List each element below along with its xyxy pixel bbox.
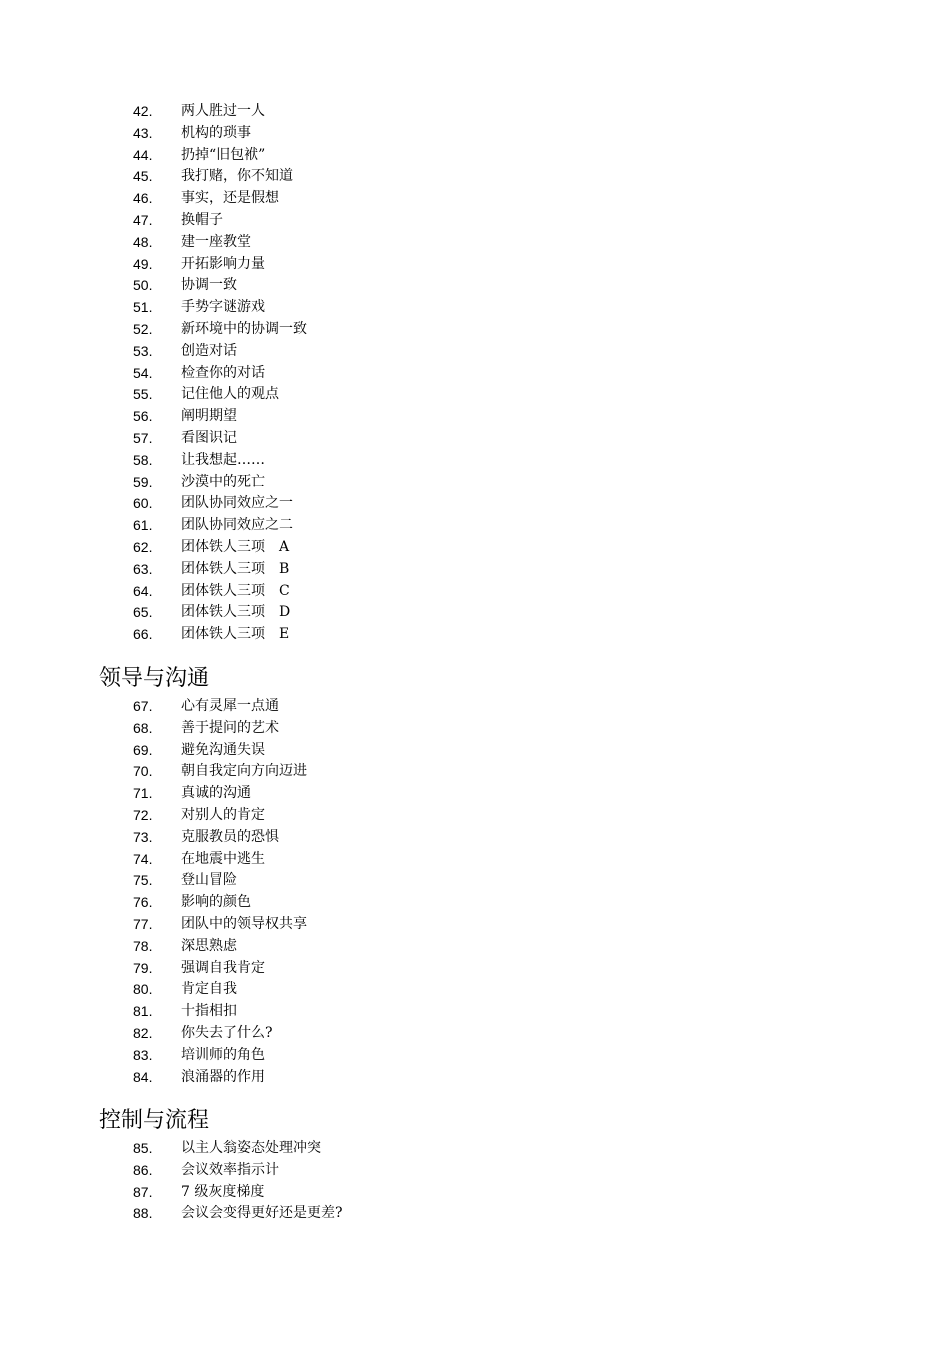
item-number: 56.	[133, 408, 153, 425]
list-item	[0, 958, 950, 980]
list-item	[0, 602, 950, 624]
list-item	[0, 166, 950, 188]
item-number: 48.	[133, 233, 153, 250]
list-item	[0, 581, 950, 603]
item-title: 记住他人的观点	[181, 386, 279, 403]
item-number: 63.	[133, 560, 153, 577]
list-item	[0, 1001, 950, 1023]
list-item	[0, 1203, 950, 1225]
list-item	[0, 384, 950, 406]
item-number: 75.	[133, 872, 153, 889]
item-title: 7 级灰度梯度	[181, 1183, 265, 1200]
list-item	[0, 123, 950, 145]
item-title: 团体铁人三项 E	[181, 626, 290, 643]
item-title: 团体铁人三项 B	[181, 560, 290, 577]
item-title: 协调一致	[181, 277, 237, 294]
item-number: 87.	[133, 1183, 153, 1200]
item-title: 强调自我肯定	[181, 959, 265, 976]
item-number: 47.	[133, 211, 153, 228]
item-title: 善于提问的艺术	[181, 719, 279, 736]
list-item	[0, 319, 950, 341]
item-title: 以主人翁姿态处理冲突	[181, 1140, 321, 1156]
list-item	[0, 537, 950, 559]
activity-list	[0, 101, 950, 646]
item-number: 68.	[133, 719, 153, 736]
list-item	[0, 188, 950, 210]
list-item	[0, 428, 950, 450]
item-number: 58.	[133, 451, 153, 468]
item-number: 88.	[133, 1205, 153, 1222]
item-number: 60.	[133, 495, 153, 512]
item-number: 49.	[133, 255, 153, 272]
item-number: 51.	[133, 299, 153, 316]
item-number: 73.	[133, 828, 153, 845]
item-number: 55.	[133, 386, 153, 403]
list-item	[0, 559, 950, 581]
list-item	[0, 1182, 950, 1204]
item-title: 团体铁人三项 A	[181, 538, 290, 555]
item-title: 开拓影响力量	[181, 255, 265, 272]
item-title: 肯定自我	[181, 981, 237, 998]
item-number: 67.	[133, 698, 153, 714]
item-title: 朝自我定向方向迈进	[181, 763, 307, 780]
item-number: 61.	[133, 517, 153, 534]
item-title: 心有灵犀一点通	[181, 698, 279, 714]
item-number: 72.	[133, 806, 153, 823]
list-item	[0, 363, 950, 385]
item-number: 59.	[133, 473, 153, 490]
item-number: 53.	[133, 342, 153, 359]
item-title: 手势字谜游戏	[181, 299, 265, 316]
item-title: 你失去了什么?	[181, 1024, 273, 1041]
item-number: 70.	[133, 763, 153, 780]
list-item	[0, 827, 950, 849]
item-number: 80.	[133, 981, 153, 998]
item-number: 54.	[133, 364, 153, 381]
item-title: 团队协同效应之一	[181, 495, 293, 512]
list-item	[0, 892, 950, 914]
item-number: 62.	[133, 538, 153, 555]
list-item	[0, 979, 950, 1001]
item-title: 会议会变得更好还是更差?	[181, 1205, 343, 1222]
list-item	[0, 1045, 950, 1067]
item-number: 81.	[133, 1003, 153, 1020]
item-title: 换帽子	[181, 211, 223, 228]
item-number: 46.	[133, 190, 153, 207]
list-item	[0, 761, 950, 783]
item-number: 84.	[133, 1068, 153, 1085]
item-title: 影响的颜色	[181, 894, 251, 911]
item-number: 78.	[133, 937, 153, 954]
item-title: 克服教员的恐惧	[181, 828, 279, 845]
list-item	[0, 341, 950, 363]
list-item	[0, 232, 950, 254]
list-item	[0, 515, 950, 537]
item-title: 建一座教堂	[181, 233, 251, 250]
item-title: 浪涌器的作用	[181, 1068, 265, 1085]
item-title: 团队协同效应之二	[181, 517, 293, 534]
list-item	[0, 696, 950, 718]
item-title: 深思熟虑	[181, 937, 237, 954]
item-title: 新环境中的协调一致	[181, 320, 307, 337]
item-title: 真诚的沟通	[181, 785, 251, 802]
item-number: 76.	[133, 894, 153, 911]
list-item	[0, 145, 950, 167]
item-number: 79.	[133, 959, 153, 976]
list-item	[0, 740, 950, 762]
item-number: 83.	[133, 1046, 153, 1063]
item-number: 50.	[133, 277, 153, 294]
item-title: 避免沟通失误	[181, 741, 265, 758]
list-item	[0, 210, 950, 232]
list-item	[0, 870, 950, 892]
list-item	[0, 624, 950, 646]
item-number: 42.	[133, 103, 153, 119]
item-number: 65.	[133, 604, 153, 621]
list-item	[0, 472, 950, 494]
item-number: 71.	[133, 785, 153, 802]
activity-list	[0, 696, 950, 1088]
item-title: 对别人的肯定	[181, 806, 265, 823]
item-number: 44.	[133, 146, 153, 163]
item-title: 登山冒险	[181, 872, 237, 889]
item-number: 57.	[133, 429, 153, 446]
list-item	[0, 1023, 950, 1045]
list-item	[0, 805, 950, 827]
list-item	[0, 1160, 950, 1182]
section-heading-control-process: 控制与流程	[99, 1108, 210, 1133]
list-item	[0, 493, 950, 515]
item-number: 85.	[133, 1140, 153, 1156]
list-item	[0, 101, 950, 123]
list-item	[0, 914, 950, 936]
item-title: 阐明期望	[181, 408, 237, 425]
item-title: 创造对话	[181, 342, 237, 359]
item-number: 43.	[133, 124, 153, 141]
item-title: 十指相扣	[181, 1003, 237, 1020]
item-title: 机构的琐事	[181, 124, 251, 141]
item-number: 77.	[133, 915, 153, 932]
item-title: 扔掉“旧包袱”	[181, 146, 266, 163]
item-number: 69.	[133, 741, 153, 758]
list-item	[0, 1138, 950, 1160]
item-title: 团队中的领导权共享	[181, 915, 307, 932]
item-title: 两人胜过一人	[181, 103, 265, 119]
item-number: 52.	[133, 320, 153, 337]
list-item	[0, 406, 950, 428]
item-title: 让我想起……	[181, 451, 265, 468]
item-title: 看图识记	[181, 429, 237, 446]
item-title: 会议效率指示计	[181, 1161, 279, 1178]
list-item	[0, 275, 950, 297]
item-title: 沙漠中的死亡	[181, 473, 265, 490]
section-heading-leadership-communication: 领导与沟通	[99, 666, 210, 691]
item-title: 团体铁人三项 D	[181, 604, 291, 621]
item-title: 检查你的对话	[181, 364, 265, 381]
item-title: 培训师的角色	[181, 1046, 265, 1063]
item-number: 64.	[133, 582, 153, 599]
list-item	[0, 450, 950, 472]
item-title: 我打赌，你不知道	[181, 168, 293, 185]
list-item	[0, 936, 950, 958]
list-item	[0, 718, 950, 740]
item-number: 74.	[133, 850, 153, 867]
list-item	[0, 783, 950, 805]
list-item	[0, 297, 950, 319]
list-item	[0, 254, 950, 276]
item-number: 45.	[133, 168, 153, 185]
item-number: 86.	[133, 1161, 153, 1178]
list-item	[0, 849, 950, 871]
item-title: 团体铁人三项 C	[181, 582, 290, 599]
item-number: 82.	[133, 1024, 153, 1041]
item-title: 在地震中逃生	[181, 850, 265, 867]
list-item	[0, 1067, 950, 1089]
activity-list	[0, 1138, 950, 1225]
item-title: 事实，还是假想	[181, 190, 279, 207]
item-number: 66.	[133, 626, 153, 643]
